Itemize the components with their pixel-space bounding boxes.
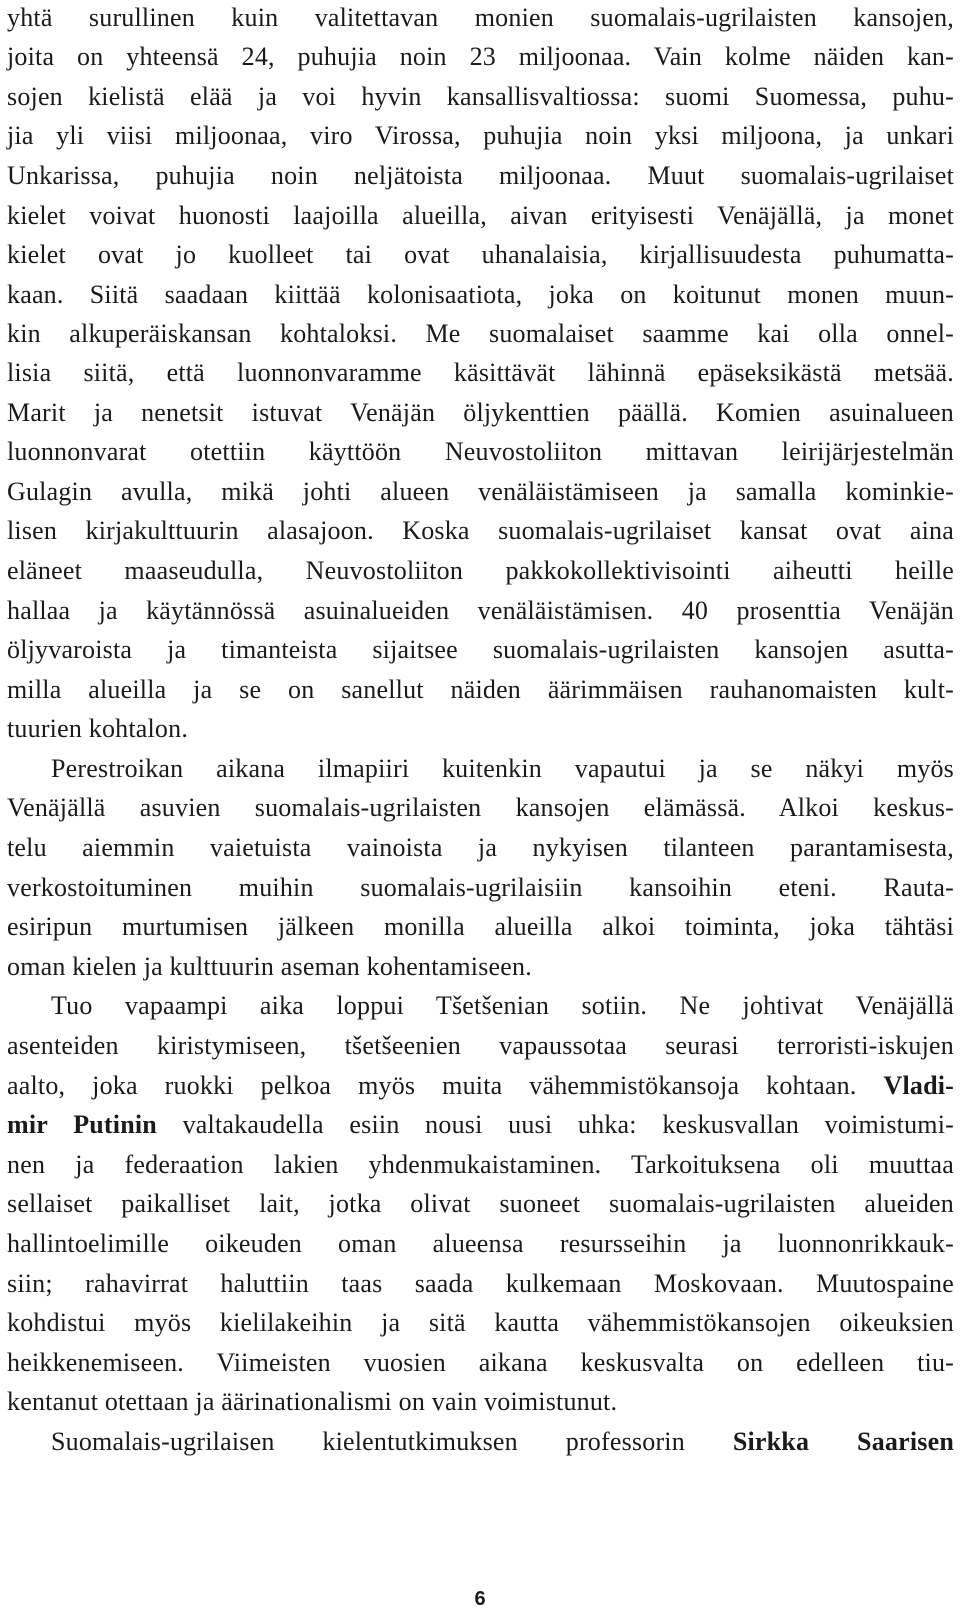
text-line bbox=[7, 82, 954, 112]
line-text: nen ja federaation lakien yhdenmukaistaminen. Tarkoituksena oli muuttaa bbox=[7, 1150, 954, 1179]
line-text: Marit ja nenetsit istuvat Venäjän öljykenttien päällä. Komien asuinalueen bbox=[7, 398, 954, 427]
line-text: milla alueilla ja se on sanellut näiden äärimmäisen rauhanomaisten kult- bbox=[7, 675, 954, 704]
line-text: hallaa ja käytännössä asuinalueiden venäläistämisen. 40 prosenttia Venäjän bbox=[7, 596, 954, 625]
line-text: yhtä surullinen kuin valitettavan monien suomalais-ugrilaisten kansojen, bbox=[7, 3, 954, 32]
text-line bbox=[7, 793, 954, 823]
line-text: öljyvaroista ja timanteista sijaitsee suomalais-ugrilaisten kansojen asutta- bbox=[7, 635, 954, 664]
text-line bbox=[7, 675, 954, 705]
line-text: verkostoituminen muihin suomalais-ugrilaisiin kansoihin eteni. Rauta- bbox=[7, 873, 954, 902]
page-number: 6 bbox=[474, 1588, 486, 1610]
text-line bbox=[7, 121, 954, 151]
line-text: Perestroikan aikana ilmapiiri kuitenkin vapautui ja se näkyi myös bbox=[51, 754, 954, 783]
line-text: lisia siitä, että luonnonvaramme käsittävät lähinnä epäseksikästä metsää. bbox=[7, 358, 954, 387]
text-line bbox=[7, 319, 954, 349]
text-line bbox=[7, 1150, 954, 1180]
line-text: kaan. Siitä saadaan kiittää kolonisaatiota, joka on koitunut monen muun- bbox=[7, 280, 954, 309]
line-text: kohdistui myös kielilakeihin ja sitä kautta vähemmistökansojen oikeuksien bbox=[7, 1308, 954, 1337]
text-line bbox=[7, 596, 954, 626]
text-line bbox=[7, 952, 954, 982]
line-text: kielet ovat jo kuolleet tai ovat uhanalaisia, kirjallisuudesta puhumatta- bbox=[7, 240, 954, 269]
line-text: jia yli viisi miljoonaa, viro Virossa, puhujia noin yksi miljoona, ja unkari bbox=[7, 121, 954, 150]
line-text: joita on yhteensä 24, puhujia noin 23 miljoonaa. Vain kolme näiden kan- bbox=[7, 42, 954, 71]
text-line bbox=[7, 516, 954, 546]
text-line bbox=[7, 556, 954, 586]
text-line bbox=[7, 1269, 954, 1299]
text-line bbox=[7, 398, 954, 428]
text-line bbox=[7, 1110, 954, 1140]
line-text: kentanut otettaan ja äärinationalismi on vain voimistunut. bbox=[7, 1387, 618, 1416]
text-line bbox=[7, 1031, 954, 1061]
line-text: kin alkuperäiskansan kohtaloksi. Me suomalaiset saamme kai olla onnel- bbox=[7, 319, 954, 348]
line-text: tuurien kohtalon. bbox=[7, 714, 189, 743]
line-text: hallintoelimille oikeuden oman alueensa resursseihin ja luonnonrikkauk- bbox=[7, 1229, 954, 1258]
text-line bbox=[7, 1229, 954, 1259]
text-line bbox=[7, 1427, 954, 1457]
text-line bbox=[7, 635, 954, 665]
line-text: asenteiden kiristymiseen, tšetšeenien vapaussotaa seurasi terroristi-iskujen bbox=[7, 1031, 954, 1060]
text-line bbox=[7, 1348, 954, 1378]
line-text: siin; rahavirrat haluttiin taas saada kulkemaan Moskovaan. Muutospaine bbox=[7, 1269, 954, 1298]
text-line bbox=[7, 833, 954, 863]
line-text: sojen kielistä elää ja voi hyvin kansallisvaltiossa: suomi Suomessa, puhu- bbox=[7, 82, 954, 111]
line-text: Tuo vapaampi aika loppui Tšetšenian sotiin. Ne johtivat Venäjällä bbox=[51, 991, 954, 1020]
text-line bbox=[7, 3, 954, 33]
line-text: oman kielen ja kulttuurin aseman kohentamiseen. bbox=[7, 952, 532, 981]
text-line bbox=[7, 991, 954, 1021]
text-line bbox=[7, 1189, 954, 1219]
line-text: luonnonvarat otettiin käyttöön Neuvostoliiton mittavan leirijärjestelmän bbox=[7, 437, 954, 466]
text-line bbox=[7, 201, 954, 231]
bold-name: Sirkka Saarisen bbox=[732, 1427, 954, 1456]
text-line bbox=[7, 1387, 954, 1417]
line-text: lisen kirjakulttuurin alasajoon. Koska suomalais-ugrilaiset kansat ovat aina bbox=[7, 516, 954, 545]
text-line bbox=[7, 1308, 954, 1338]
line-text: Suomalais-ugrilaisen kielentutkimuksen professorin bbox=[51, 1427, 685, 1456]
text-line bbox=[7, 1071, 954, 1101]
text-line bbox=[7, 912, 954, 942]
text-line bbox=[7, 477, 954, 507]
line-text: Unkarissa, puhujia noin neljätoista miljoonaa. Muut suomalais-ugrilaiset bbox=[7, 161, 954, 190]
text-line bbox=[7, 42, 954, 72]
text-line bbox=[7, 873, 954, 903]
line-text: esiripun murtumisen jälkeen monilla alueilla alkoi toiminta, joka tähtäsi bbox=[7, 912, 954, 941]
line-text: aalto, joka ruokki pelkoa myös muita vähemmistökansoja kohtaan. bbox=[7, 1071, 857, 1100]
text-line bbox=[7, 240, 954, 270]
line-text: heikkenemiseen. Viimeisten vuosien aikana keskusvalta on edelleen tiu- bbox=[7, 1348, 954, 1377]
line-text: kielet voivat huonosti laajoilla alueilla, aivan erityisesti Venäjällä, ja monet bbox=[7, 201, 954, 230]
text-line bbox=[7, 161, 954, 191]
text-line bbox=[7, 280, 954, 310]
line-text: Gulagin avulla, mikä johti alueen venäläistämiseen ja samalla kominkie- bbox=[7, 477, 954, 506]
line-text: Venäjällä asuvien suomalais-ugrilaisten kansojen elämässä. Alkoi keskus- bbox=[7, 793, 954, 822]
line-text: sellaiset paikalliset lait, jotka olivat suoneet suomalais-ugrilaisten alueiden bbox=[7, 1189, 954, 1218]
text-line bbox=[7, 358, 954, 388]
bold-name: Vladi- bbox=[883, 1071, 955, 1100]
text-line bbox=[7, 437, 954, 467]
text-line bbox=[7, 714, 954, 744]
bold-name: mir Putinin bbox=[7, 1110, 157, 1139]
line-text: eläneet maaseudulla, Neuvostoliiton pakkokollektivisointi aiheutti heille bbox=[7, 556, 954, 585]
line-text: telu aiemmin vaietuista vainoista ja nykyisen tilanteen parantamisesta, bbox=[7, 833, 954, 862]
text-line bbox=[7, 754, 954, 784]
line-text: valtakaudella esiin nousi uusi uhka: keskusvallan voimistumi- bbox=[156, 1110, 954, 1139]
